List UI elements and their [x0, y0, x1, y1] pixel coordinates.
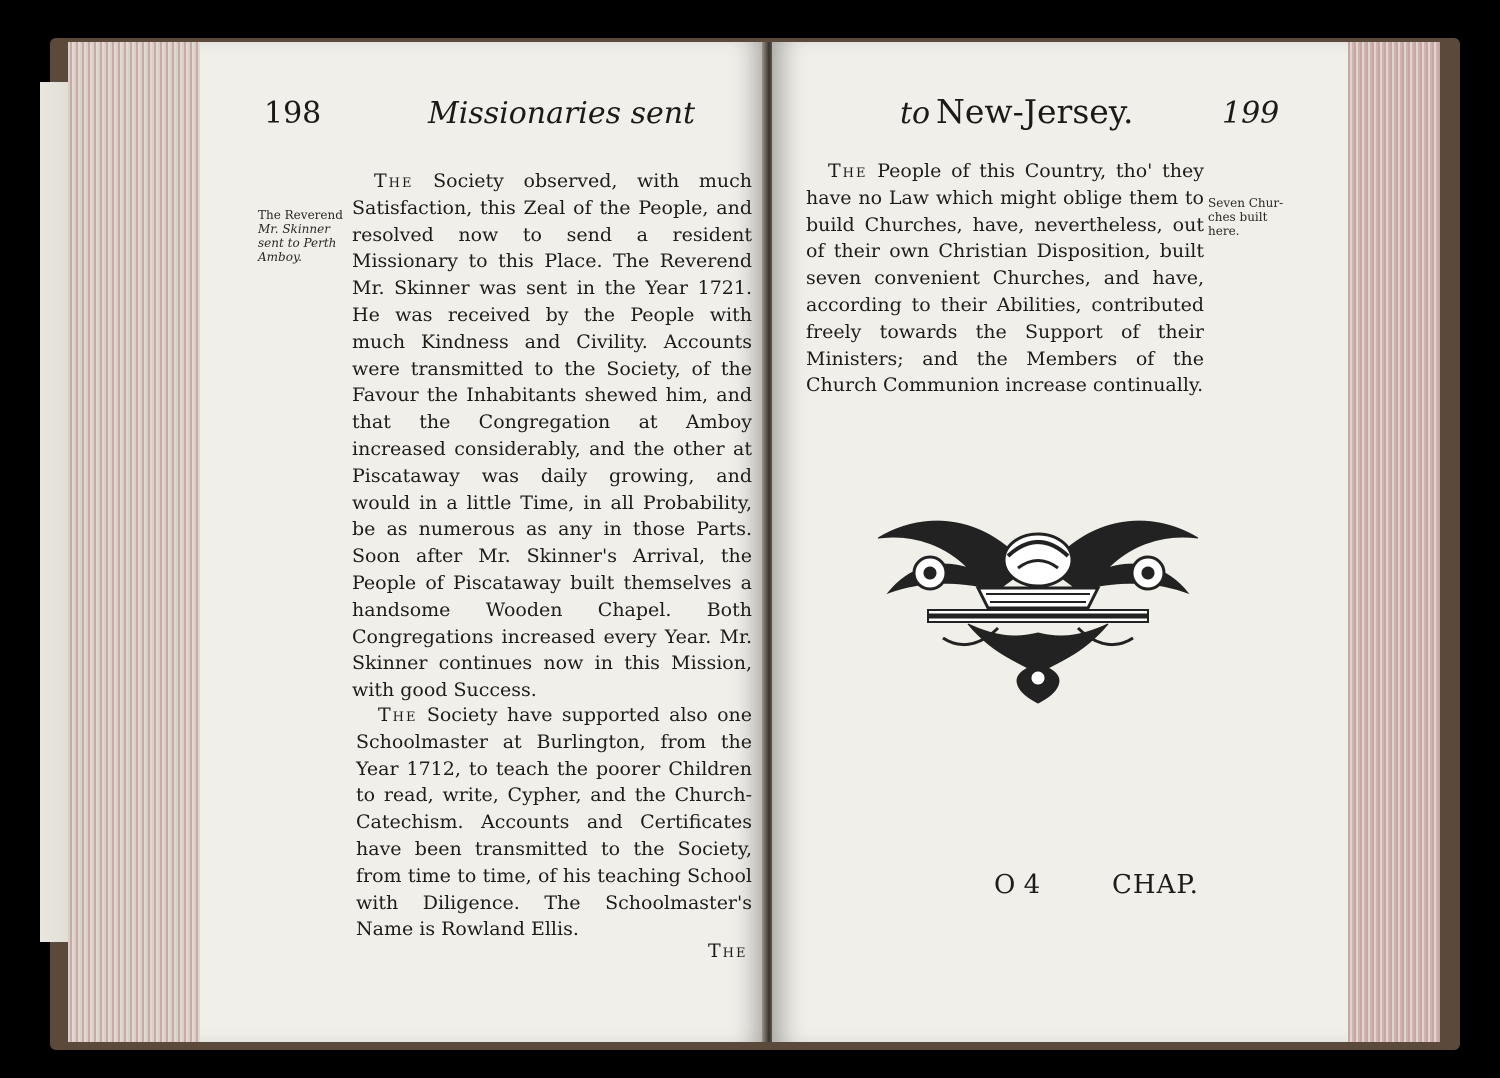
- drop-word: The: [828, 160, 868, 182]
- right-margin-note: [1208, 196, 1288, 238]
- margin-note-line: Amboy.: [258, 250, 302, 264]
- right-page-edges: [1348, 42, 1440, 1042]
- fruit-basket-ornament: [868, 498, 1208, 708]
- right-running-head-prefix: to: [900, 96, 931, 131]
- paragraph-text: People of this Country, tho' they have no Law which might oblige them to build Churches, have, nevertheless, out of their own Christian Disposition, built seven convenient Churches, and have, according to their Abilities, contributed freely towards the Support of their Ministers; and the Members of the Church Communion increase continually.: [806, 160, 1204, 397]
- right-catchword: CHAP.: [1112, 870, 1199, 900]
- drop-word: The: [374, 170, 414, 192]
- margin-note-line: sent to Perth: [258, 236, 337, 250]
- margin-note-line: ches built: [1208, 210, 1268, 224]
- left-paragraph-2: [356, 702, 752, 943]
- paragraph-text: Society observed, with much Satisfaction, this Zeal of the People, and resolved now to send a resident Missionary to this Place. The Reverend Mr. Skinner was sent in the Year 1721. He was received by the People with much Kindness and Civility. Accounts were transmitted to the Society, of the Favour the Inhabitants shewed him, and that the Congregation at Amboy increased considerably, and the other at Piscataway was daily growing, and would in a little Time, in all Probability, be as numerous as any in those Parts. Soon after Mr. Skinner's Arrival, the People of Piscataway built themselves a handsome Wooden Chapel. Both Congregations increased every Year. Mr. Skinner continues now in this Mission, with good Success.: [352, 170, 752, 702]
- drop-word: The: [378, 704, 418, 726]
- left-margin-note: [258, 208, 348, 264]
- left-running-head: Missionaries sent: [428, 96, 696, 131]
- paragraph-text: Society have supported also one Schoolmaster at Burlington, from the Year 1712, to teach the poorer Children to read, write, Cypher, and the Church-Catechism. Accounts and Certificates have been transmitted to the Society, from time to time, of his teaching School with Diligence. The Schoolmaster's Name is Rowland Ellis.: [356, 704, 752, 941]
- left-paragraph-1: [352, 168, 752, 704]
- margin-note-line: Seven Chur-: [1208, 196, 1284, 210]
- margin-note-line: The Reverend: [258, 208, 343, 222]
- margin-note-line: Mr. Skinner: [258, 222, 330, 236]
- right-paragraph-1: [806, 158, 1204, 399]
- left-page-number: 198: [264, 96, 322, 131]
- margin-note-line: here.: [1208, 224, 1240, 238]
- right-running-head: New-Jersey.: [936, 92, 1134, 131]
- left-catchword: The: [708, 940, 748, 962]
- signature-mark: O 4: [994, 870, 1041, 900]
- left-page-edges: [68, 42, 200, 1042]
- right-page-number: 199: [1222, 96, 1280, 131]
